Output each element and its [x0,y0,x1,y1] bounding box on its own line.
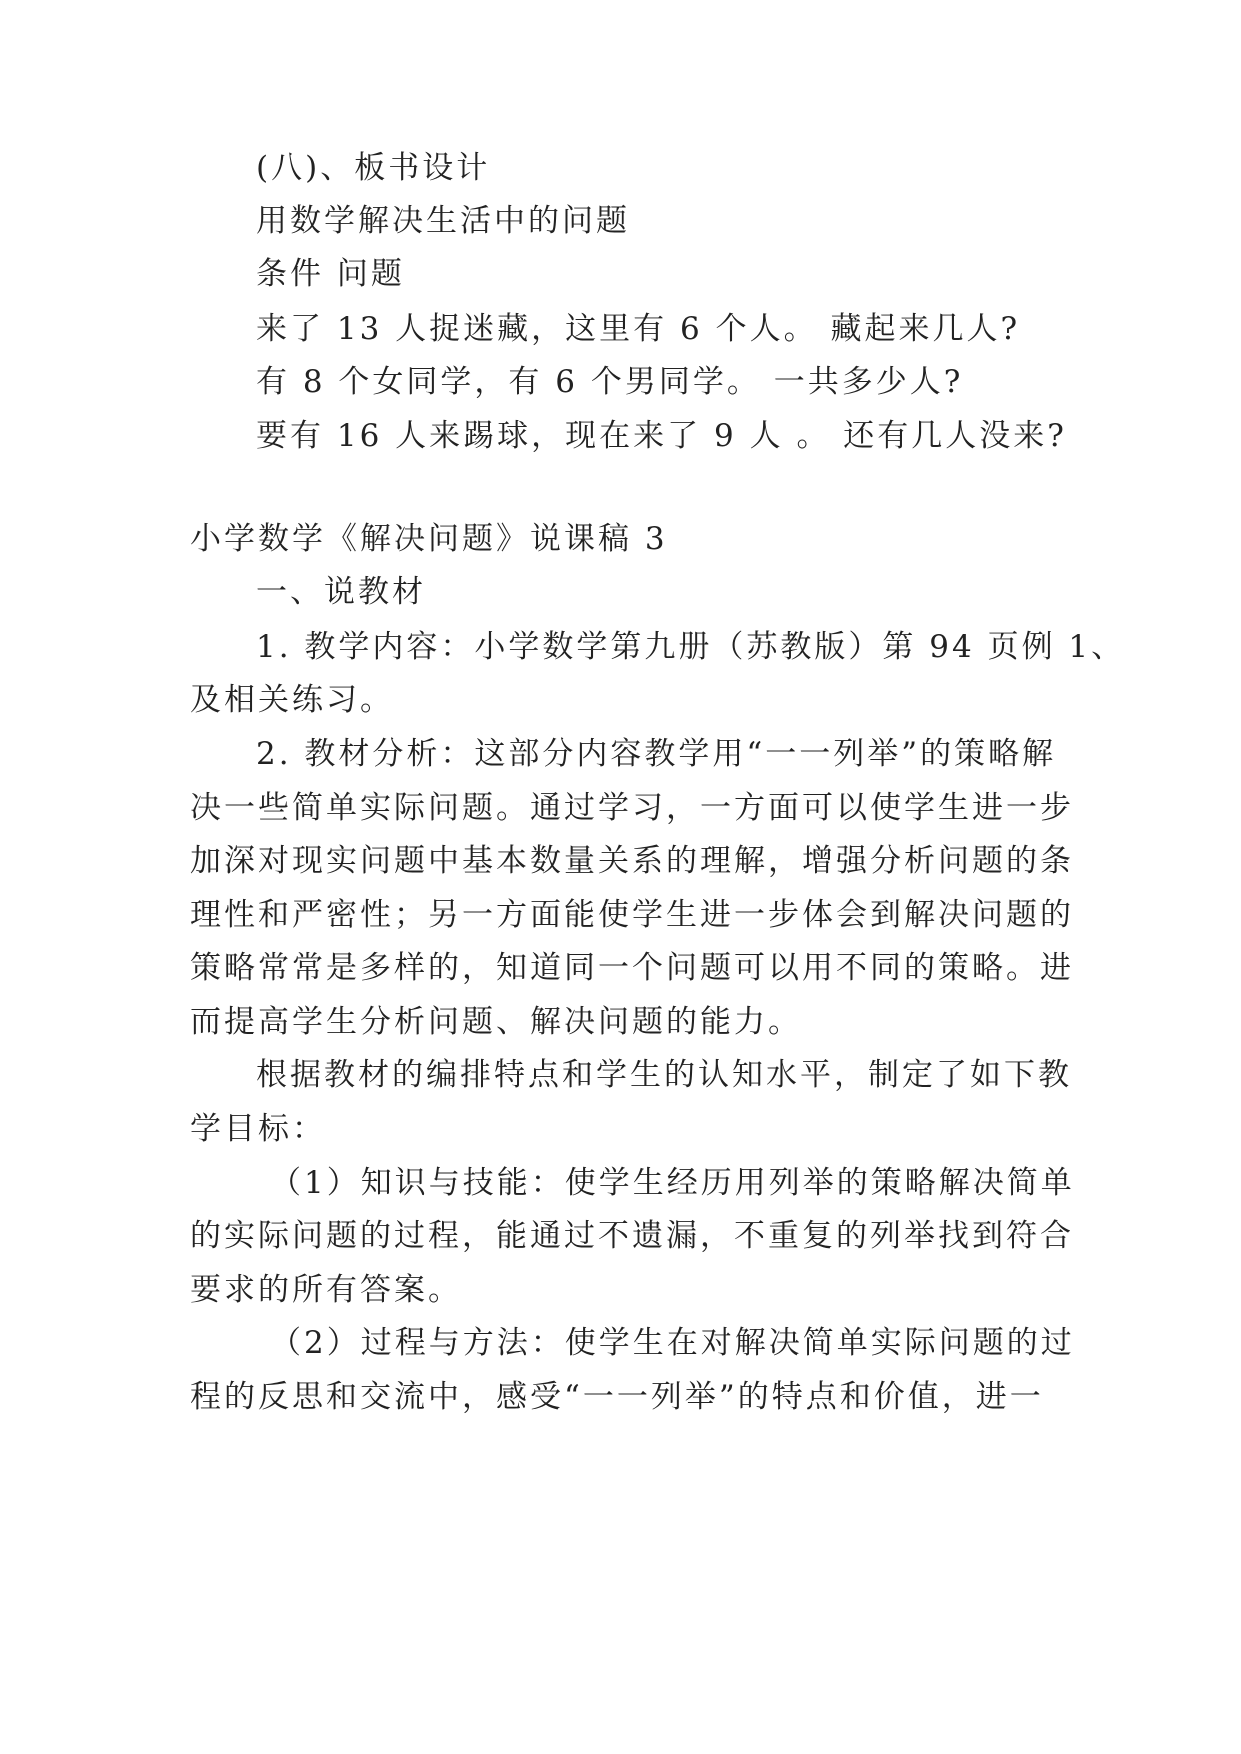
section-heading: 一、说教材 [256,574,426,610]
goal-knowledge-line: 的实际问题的过程，能通过不遗漏，不重复的列举找到符合 [190,1218,1074,1254]
goal-process-line: （2）过程与方法：使学生在对解决简单实际问题的过 [270,1325,1075,1361]
board-design-row: 来了 13 人捉迷藏，这里有 6 个人。 藏起来几人? [256,311,1021,347]
board-design-row: 有 8 个女同学，有 6 个男同学。 一共多少人? [256,364,964,400]
analysis-paragraph-line: 策略常常是多样的，知道同一个问题可以用不同的策略。进 [190,950,1074,986]
content-paragraph-line: 1. 教学内容：小学数学第九册（苏教版）第 94 页例 1、 [256,629,1126,665]
goal-process-line: 程的反思和交流中，感受“一一列举”的特点和价值，进一 [190,1379,1044,1415]
lesson-title: 小学数学《解决问题》说课稿 3 [190,521,668,557]
analysis-paragraph-line: 决一些简单实际问题。通过学习，一方面可以使学生进一步 [190,790,1074,826]
goal-intro-line: 根据教材的编排特点和学生的认知水平，制定了如下教 [256,1057,1072,1093]
board-design-row: 要有 16 人来踢球，现在来了 9 人 。 还有几人没来? [256,418,1067,454]
board-design-columns: 条件 问题 [256,256,405,292]
analysis-paragraph-line: 加深对现实问题中基本数量关系的理解，增强分析问题的条 [190,843,1074,879]
board-design-title: 用数学解决生活中的问题 [256,203,630,239]
goal-knowledge-line: （1）知识与技能：使学生经历用列举的策略解决简单 [270,1165,1075,1201]
goal-intro-line: 学目标： [190,1111,326,1147]
analysis-paragraph-line: 而提高学生分析问题、解决问题的能力。 [190,1004,802,1040]
analysis-paragraph-line: 2. 教材分析：这部分内容教学用“一一列举”的策略解 [256,736,1057,772]
board-design-heading: (八)、板书设计 [256,150,491,186]
content-paragraph-line: 及相关练习。 [190,682,394,718]
analysis-paragraph-line: 理性和严密性；另一方面能使学生进一步体会到解决问题的 [190,897,1074,933]
goal-knowledge-line: 要求的所有答案。 [190,1272,462,1308]
